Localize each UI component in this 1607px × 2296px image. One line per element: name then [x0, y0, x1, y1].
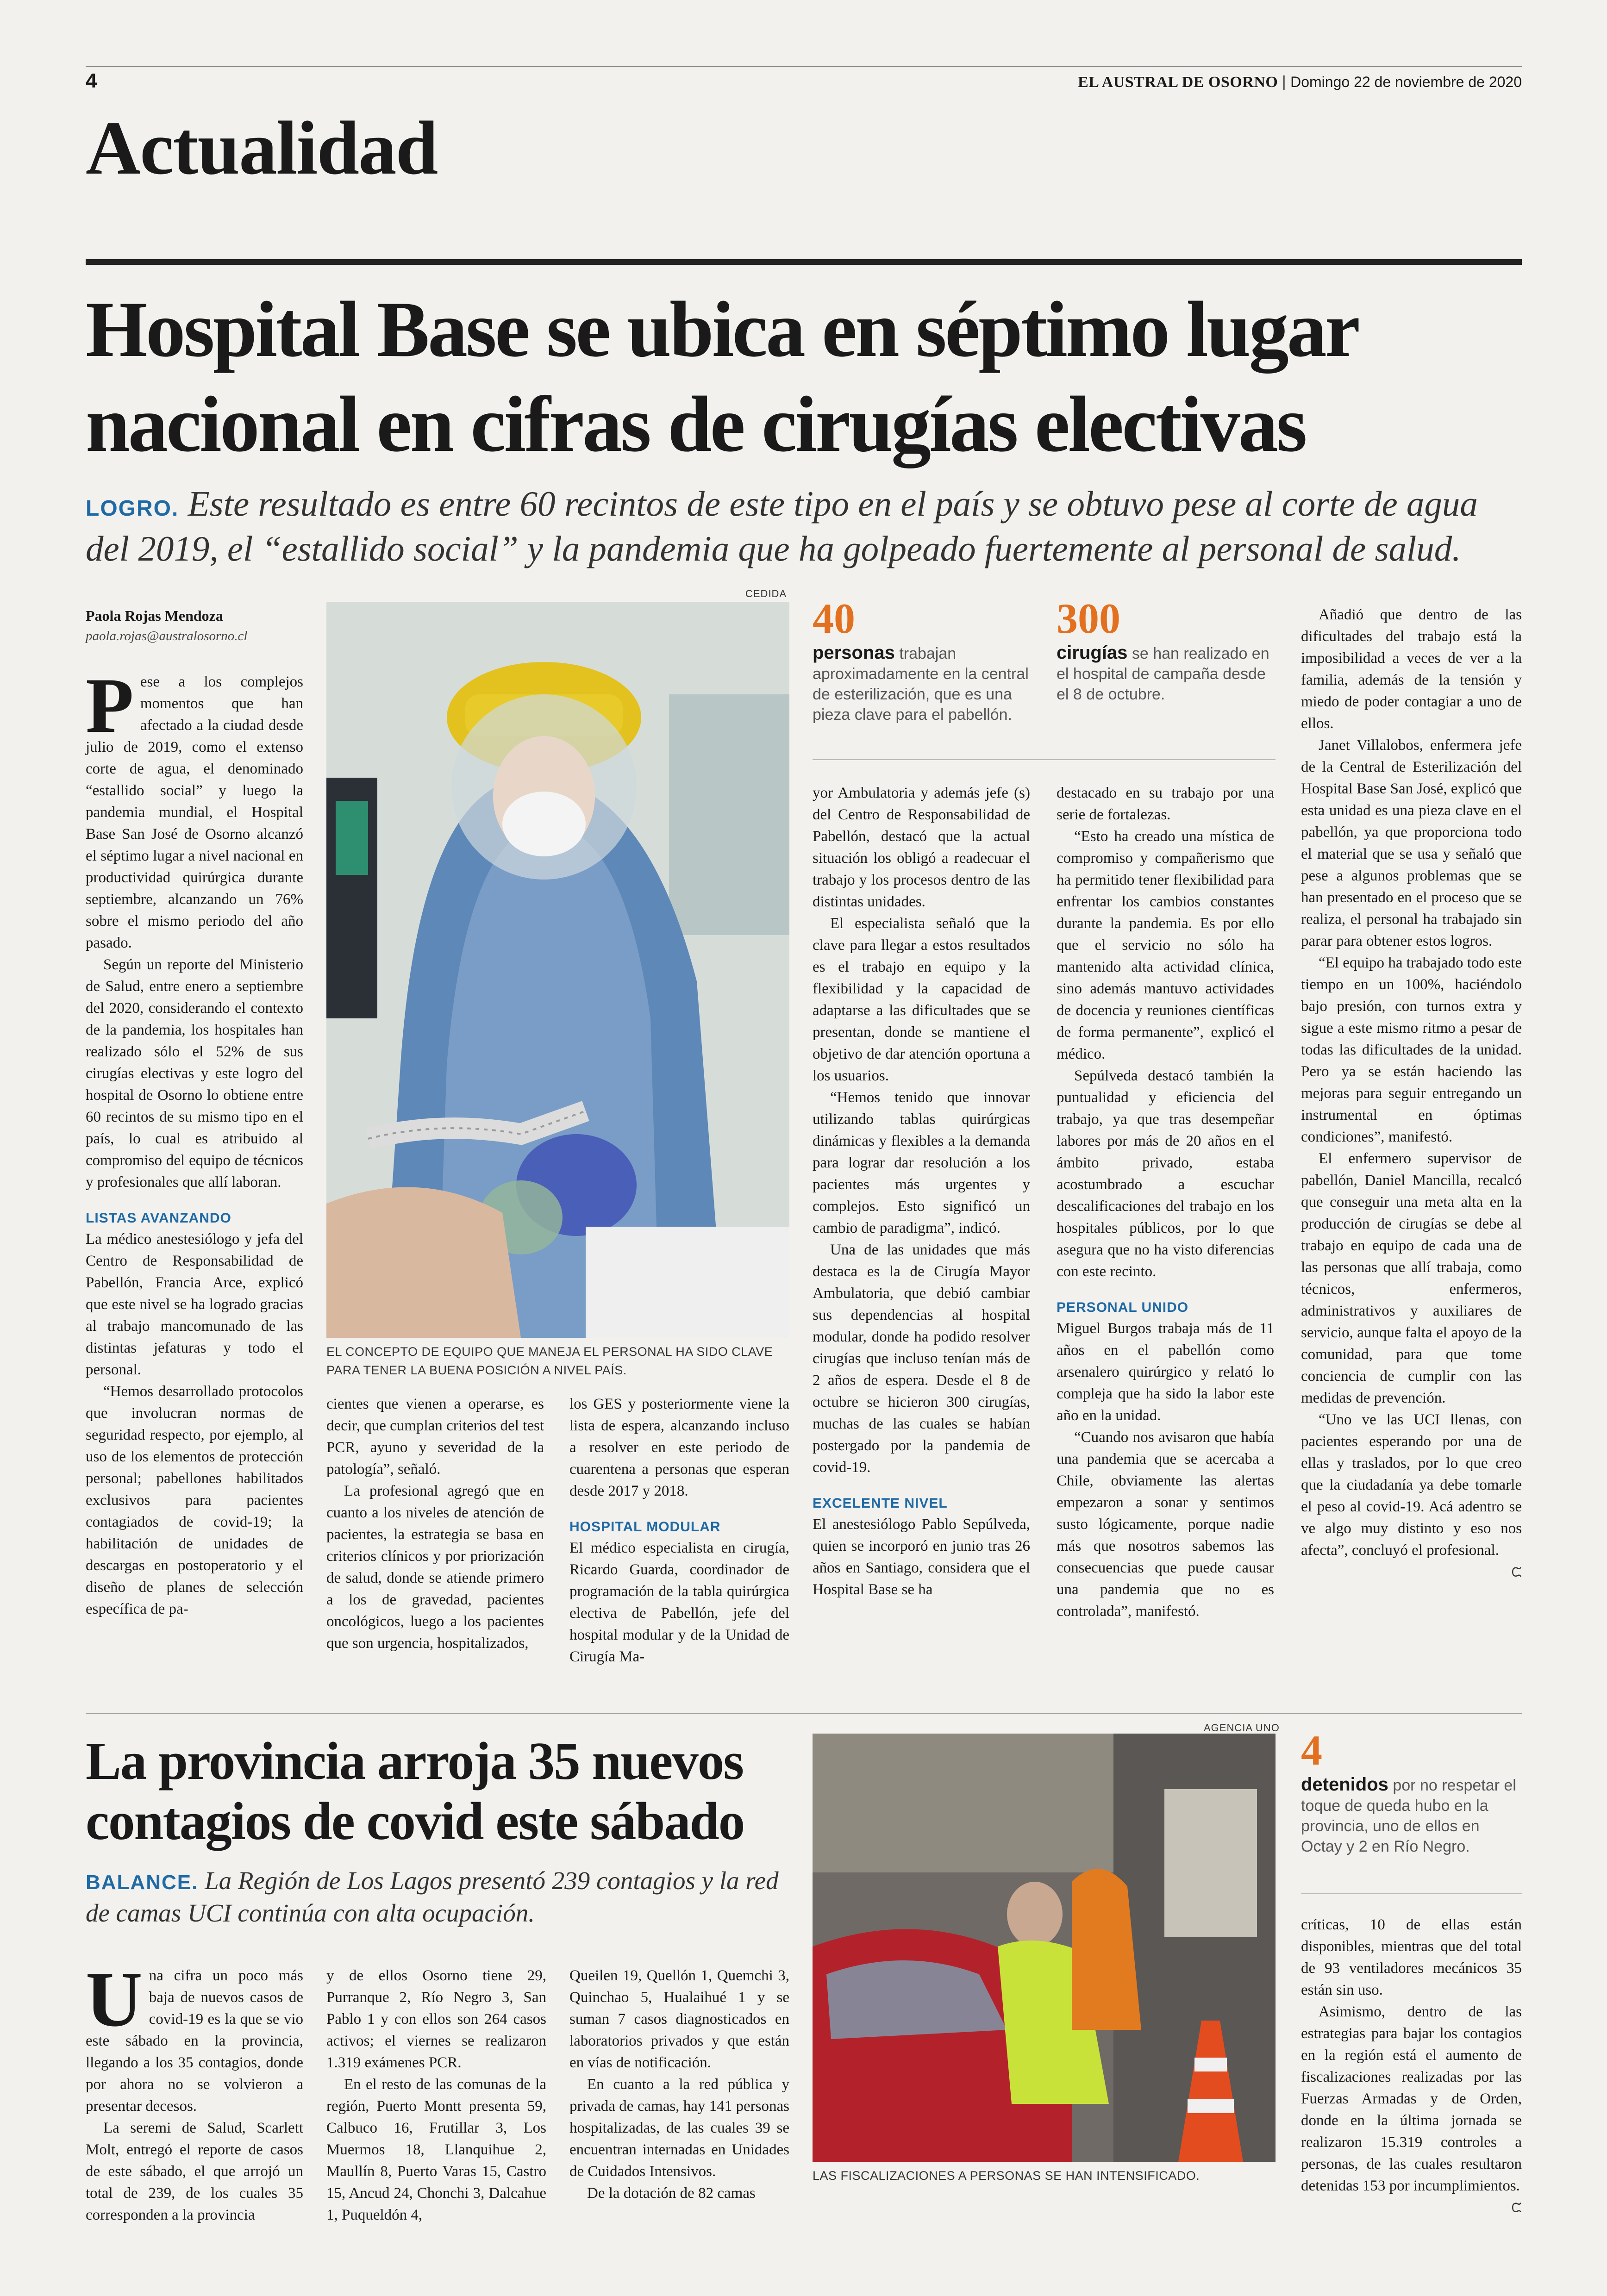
- subhead: LISTAS AVANZANDO: [86, 1210, 231, 1226]
- paragraph: Queilen 19, Quellón 1, Quemchi 3, Quinchao 5, Hualaihué 1 y se suman 7 casos diagnosticados en laboratorios privados y que están en vías de notificación.: [569, 1967, 789, 2071]
- article1-dek-text: Este resultado es entre 60 recintos de este tipo en el país y se obtuvo pese al corte de agua del 2019, el “estallido social” y la pandemia que ha golpeado fuertemente al personal de salud.: [86, 484, 1478, 568]
- article1-column-4: [813, 782, 1030, 1601]
- photo-credit: CEDIDA: [745, 588, 787, 599]
- stat-description: por no respetar el toque de queda hubo en la provincia, uno de ellos en Octay y 2 en Río Negro.: [1301, 1777, 1516, 1855]
- paragraph: Asimismo, dentro de las estrategias para bajar los contagios en la región está el aumento de fiscalizaciones realizadas por las Fuerzas Armadas y de Orden, donde en la última jornada se realizaron 15.319 controles a personas, de las cuales resultaron detenidas 153 por incumplimientos.: [1301, 2003, 1522, 2194]
- article2-column-3: [569, 1965, 789, 2204]
- paragraph: El enfermero supervisor de pabellón, Daniel Mancilla, recalcó que conseguir una meta alta en la producción de cirugías se debe al trabajo en equipo de cada una de las personas que allí trabaja, como técnicos, enfermeros, administrativos y auxiliares de servicio, aunque falta el apoyo de la comunidad, para que tome conciencia de cumplir con las medidas de prevención.: [1301, 1150, 1522, 1406]
- paragraph: “Cuando nos avisaron que había una pandemia que se acercaba a Chile, obviamente las alertas empezaron a sonar y sentimos susto lógicamente, porque nadie más que nosotros sabemos las consecuencias que puede causar una pandemia que no es controlada”, manifestó.: [1057, 1429, 1274, 1620]
- paragraph: destacado en su trabajo por una serie de fortalezas.: [1057, 785, 1274, 823]
- page-number: 4: [86, 69, 97, 92]
- newspaper-name: EL AUSTRAL DE OSORNO: [1078, 74, 1278, 91]
- subhead: EXCELENTE NIVEL: [813, 1496, 948, 1511]
- article2-column-1: [86, 1956, 303, 2226]
- paragraph: Janet Villalobos, enfermera jefe de la Central de Esterilización del Hospital Base San José, explicó que esta unidad es una pieza clave en el pabellón, ya que proporciona todo el material que se usa y señaló que pese a algunos problemas que se han presentado en el proceso que se realiza, el personal ha trabajado sin parar para obtener estos logros.: [1301, 737, 1522, 949]
- issue-date: Domingo 22 de noviembre de 2020: [1290, 74, 1522, 90]
- top-rule: [86, 66, 1522, 67]
- photo-credit: AGENCIA UNO: [1204, 1722, 1280, 1734]
- stat-description: se han realizado en el hospital de campaña desde el 8 de octubre.: [1057, 645, 1269, 703]
- paragraph: El médico especialista en cirugía, Ricardo Guarda, coordinador de programación de la tabla quirúrgica electiva de Pabellón, jefe del hospital modular y de la Unidad de Cirugía Ma-: [569, 1540, 789, 1665]
- photo-caption: EL CONCEPTO DE EQUIPO QUE MANEJA EL PERSONAL HA SIDO CLAVE PARA TENER LA BUENA POSICIÓN A NIVEL PAÍS.: [326, 1345, 773, 1377]
- paragraph: La seremi de Salud, Scarlett Molt, entregó el reporte de casos de este sábado, el que arrojó un total de 239, de los cuales 35 corresponden a la provincia: [86, 2120, 303, 2223]
- author-name: Paola Rojas Mendoza: [86, 607, 223, 624]
- article2-dek-text: La Región de Los Lagos presentó 239 contagios y la red de camas UCI continúa con alta ocupación.: [86, 1866, 779, 1927]
- stat-description: trabajan aproximadamente en la central de esterilización, que es una pieza clave para el pabellón.: [813, 645, 1029, 724]
- stat-label: personas: [813, 643, 895, 663]
- paragraph: críticas, 10 de ellas están disponibles, mientras que del total de 93 ventiladores mecánicos 35 están sin uso.: [1301, 1916, 1522, 1998]
- paragraph: “Hemos tenido que innovar utilizando tablas quirúrgicas dinámicas y flexibles a la demanda para lograr dar resolución a los pacientes más urgentes y complejos. Esto significó un cambio de paradigma”, indicó.: [813, 1089, 1030, 1236]
- paragraph: En el resto de las comunas de la región, Puerto Montt presenta 59, Calbuco 16, Frutillar 3, Los Muermos 18, Llanquihue 2, Maullín 8, Puerto Varas 15, Castro 15, Ancud 24, Chonchi 3, Dalcahue 1, Puqueldón 4,: [326, 2076, 546, 2223]
- subhead: HOSPITAL MODULAR: [569, 1519, 721, 1535]
- paragraph: La médico anestesiólogo y jefa del Centro de Responsabilidad de Pabellón, Francia Arce, explicó que este nivel se ha logrado gracias al trabajo mancomunado de las distintas jefaturas y todo el personal.: [86, 1231, 303, 1378]
- stat-label: detenidos: [1301, 1774, 1388, 1795]
- paragraph: “Hemos desarrollado protocolos que involucran normas de seguridad respecto, por ejemplo, al uso de los elementos de protección personal; pabellones habilitados exclusivos para pacientes contagiados de covid-19; la habilitación de unidades de descargas en postoperatorio y el diseño de planes de selección específica de pa-: [86, 1383, 303, 1617]
- article2-column-6: [1301, 1914, 1522, 2219]
- paragraph: La profesional agregó que en cuanto a los niveles de atención de pacientes, la estrategia se basa en criterios clínicos y por priorización de salud, donde se atiende primero a los de gravedad, pacientes oncológicos, luego a los pacientes que son urgencia, hospitalizados,: [326, 1483, 544, 1652]
- paragraph: “El equipo ha trabajado todo este tiempo en un 100%, haciéndolo bajo presión, con turnos extra y sigue a este mismo ritmo a pesar de todas las dificultades de la unidad. Pero ya se están haciendo las mejoras para seguir entregando un instrumental en óptimas condiciones”, manifestó.: [1301, 955, 1522, 1145]
- stat-box-cirugias: [1057, 597, 1274, 705]
- paragraph: Miguel Burgos trabaja más de 11 años en el pabellón como arsenalero quirúrgico y relató lo compleja que ha sido la labor este año en la unidad.: [1057, 1320, 1274, 1424]
- photo-caption: LAS FISCALIZACIONES A PERSONAS SE HAN INTENSIFICADO.: [813, 2169, 1200, 2183]
- article2-photo: [813, 1734, 1276, 2162]
- article1-column-6: [1301, 604, 1522, 1583]
- author-email: paola.rojas@australosorno.cl: [86, 629, 248, 643]
- article1-dek: [86, 484, 1522, 568]
- paragraph: De la dotación de 82 camas: [587, 2185, 756, 2202]
- paragraph: los GES y posteriormente viene la lista de espera, alcanzando incluso a resolver en este periodo de cuarentena a personas que esperan desde 2017 y 2018.: [569, 1396, 789, 1499]
- paragraph: El anestesiólogo Pablo Sepúlveda, quien se incorporó en junio tras 26 años en Santiago, considera que el Hospital Base se ha: [813, 1516, 1030, 1598]
- end-mark-icon: ᙅ: [1511, 1565, 1522, 1579]
- stat-number: 4: [1301, 1727, 1322, 1774]
- subhead: PERSONAL UNIDO: [1057, 1300, 1189, 1315]
- section-rule: [86, 259, 1522, 265]
- dropcap: U: [86, 1956, 143, 2043]
- article1-column-2: [326, 1393, 544, 1654]
- article2-kicker: BALANCE.: [86, 1871, 199, 1894]
- paragraph: “Uno ve las UCI llenas, con pacientes esperando por una de ellas y traslados, por lo que creo que la ciudadanía ya debe tomarle el peso al covid-19. Acá adentro se ve algo muy distinto y eso nos afecta”, concluyó el profesional.: [1301, 1411, 1522, 1559]
- article2-rule: [86, 1713, 1522, 1714]
- paragraph: En cuanto a la red pública y privada de camas, hay 141 personas hospitalizadas, de las cuales 39 se encuentran internadas en Unidades de Cuidados Intensivos.: [569, 2076, 789, 2180]
- stat-text: [1301, 1774, 1522, 1857]
- article2-column-2: [326, 1965, 546, 2226]
- section-title: Actualidad: [86, 106, 438, 190]
- medical-worker-illustration: [326, 602, 789, 1338]
- stat-label: cirugías: [1057, 643, 1128, 663]
- stat-text: [1057, 643, 1274, 705]
- stat-divider: [813, 759, 1276, 760]
- article2-dek: [86, 1866, 799, 1928]
- article1-photo: [326, 602, 789, 1338]
- article1-column-1: [86, 662, 303, 1620]
- paragraph: na cifra un poco más baja de nuevos casos de covid-19 es la que se vio este sábado en la provincia, llegando a los 35 contagios, donde por ahora no se volvieron a presentar decesos.: [86, 1967, 303, 2115]
- paragraph: ese a los complejos momentos que han afectado a la ciudad desde julio de 2019, como el extenso corte de agua, el denominado “estallido social” y luego la pandemia mundial, el Hospital Base San José de Osorno alcanzó el séptimo lugar a nivel nacional en productividad quirúrgica durante septiembre, alcanzando un 76% sobre el mismo periodo del año pasado.: [86, 674, 303, 951]
- article1-column-3: [569, 1393, 789, 1668]
- folio: EL AUSTRAL DE OSORNO | Domingo 22 de noviembre de 2020: [1078, 73, 1522, 91]
- paragraph: El especialista señaló que la clave para llegar a estos resultados es el trabajo en equipo y la flexibilidad y la capacidad de adaptarse a las dificultades que se presentan, donde se mantiene el objetivo de dar atención oportuna a los usuarios.: [813, 915, 1030, 1084]
- article1-headline: Hospital Base se ubica en séptimo lugar nacional en cifras de cirugías electivas: [86, 286, 1357, 468]
- article1-kicker: LOGRO.: [86, 496, 179, 521]
- stat-box-detenidos: [1301, 1729, 1522, 1857]
- stat-number: 40: [813, 595, 855, 642]
- stat-text: [813, 643, 1030, 725]
- paragraph: Según un reporte del Ministerio de Salud, entre enero a septiembre del 2020, considerando el contexto de la pandemia, los hospitales han realizado sólo el 52% de sus cirugías electivas y este logro del hospital de Osorno lo obtiene entre 60 recintos de su mismo tipo en el país, lo cual es atribuido al compromiso del equipo de técnicos y profesionales que allí laboran.: [86, 956, 303, 1191]
- stat-box-personas: [813, 597, 1030, 725]
- paragraph: y de ellos Osorno tiene 29, Purranque 2, Río Negro 3, San Pablo 1 y con ellos son 264 casos activos; el viernes se realizaron 1.319 exámenes PCR.: [326, 1967, 546, 2071]
- paragraph: Una de las unidades que más destaca es la de Cirugía Mayor Ambulatoria, que debió cambiar sus dependencias al hospital modular, donde ha podido resolver cirugías que incluso tenían más de 2 años de espera. Desde el 8 de octubre se hicieron 300 cirugías, muchas de las cuales se habían postergado por la pandemia de covid-19.: [813, 1242, 1030, 1476]
- paragraph: Sepúlveda destacó también la puntualidad y eficiencia del trabajo, ya que tras desempeñar labores por más de 20 años en el ámbito privado, estaba acostumbrado a escuchar descalificaciones del trabajo en los hospitales públicos, por lo que asegura que no ha visto diferencias con este recinto.: [1057, 1067, 1274, 1280]
- dropcap: P: [86, 662, 134, 749]
- article1-column-5: [1057, 782, 1274, 1622]
- stat-divider: [1301, 1893, 1522, 1894]
- end-mark-icon: ᙅ: [1511, 2201, 1522, 2215]
- paragraph: yor Ambulatoria y además jefe (s) del Centro de Responsabilidad de Pabellón, destacó que la actual situación los obligó a readecuar el trabajo y los procesos dentro de las distintas unidades.: [813, 785, 1030, 910]
- checkpoint-street-illustration: [813, 1734, 1276, 2162]
- stat-number: 300: [1057, 595, 1120, 642]
- article2-headline: La provincia arroja 35 nuevos contagios de covid este sábado: [86, 1732, 744, 1851]
- paragraph: Añadió que dentro de las dificultades del trabajo está la imposibilidad a veces de ver a la familia, además de la tensión y miedo de poder contagiar a uno de ellos.: [1301, 606, 1522, 732]
- paragraph: cientes que vienen a operarse, es decir, que cumplan criterios del test PCR, ayuno y severidad de la patología”, señaló.: [326, 1396, 544, 1478]
- paragraph: “Esto ha creado una mística de compromiso y compañerismo que ha permitido tener flexibilidad para enfrentar los cambios constantes durante la pandemia. Es por ello que el servicio no sólo ha mantenido alta actividad clínica, sino además mantuvo actividades de docencia y reuniones científicas de forma permanente”, explicó el médico.: [1057, 828, 1274, 1062]
